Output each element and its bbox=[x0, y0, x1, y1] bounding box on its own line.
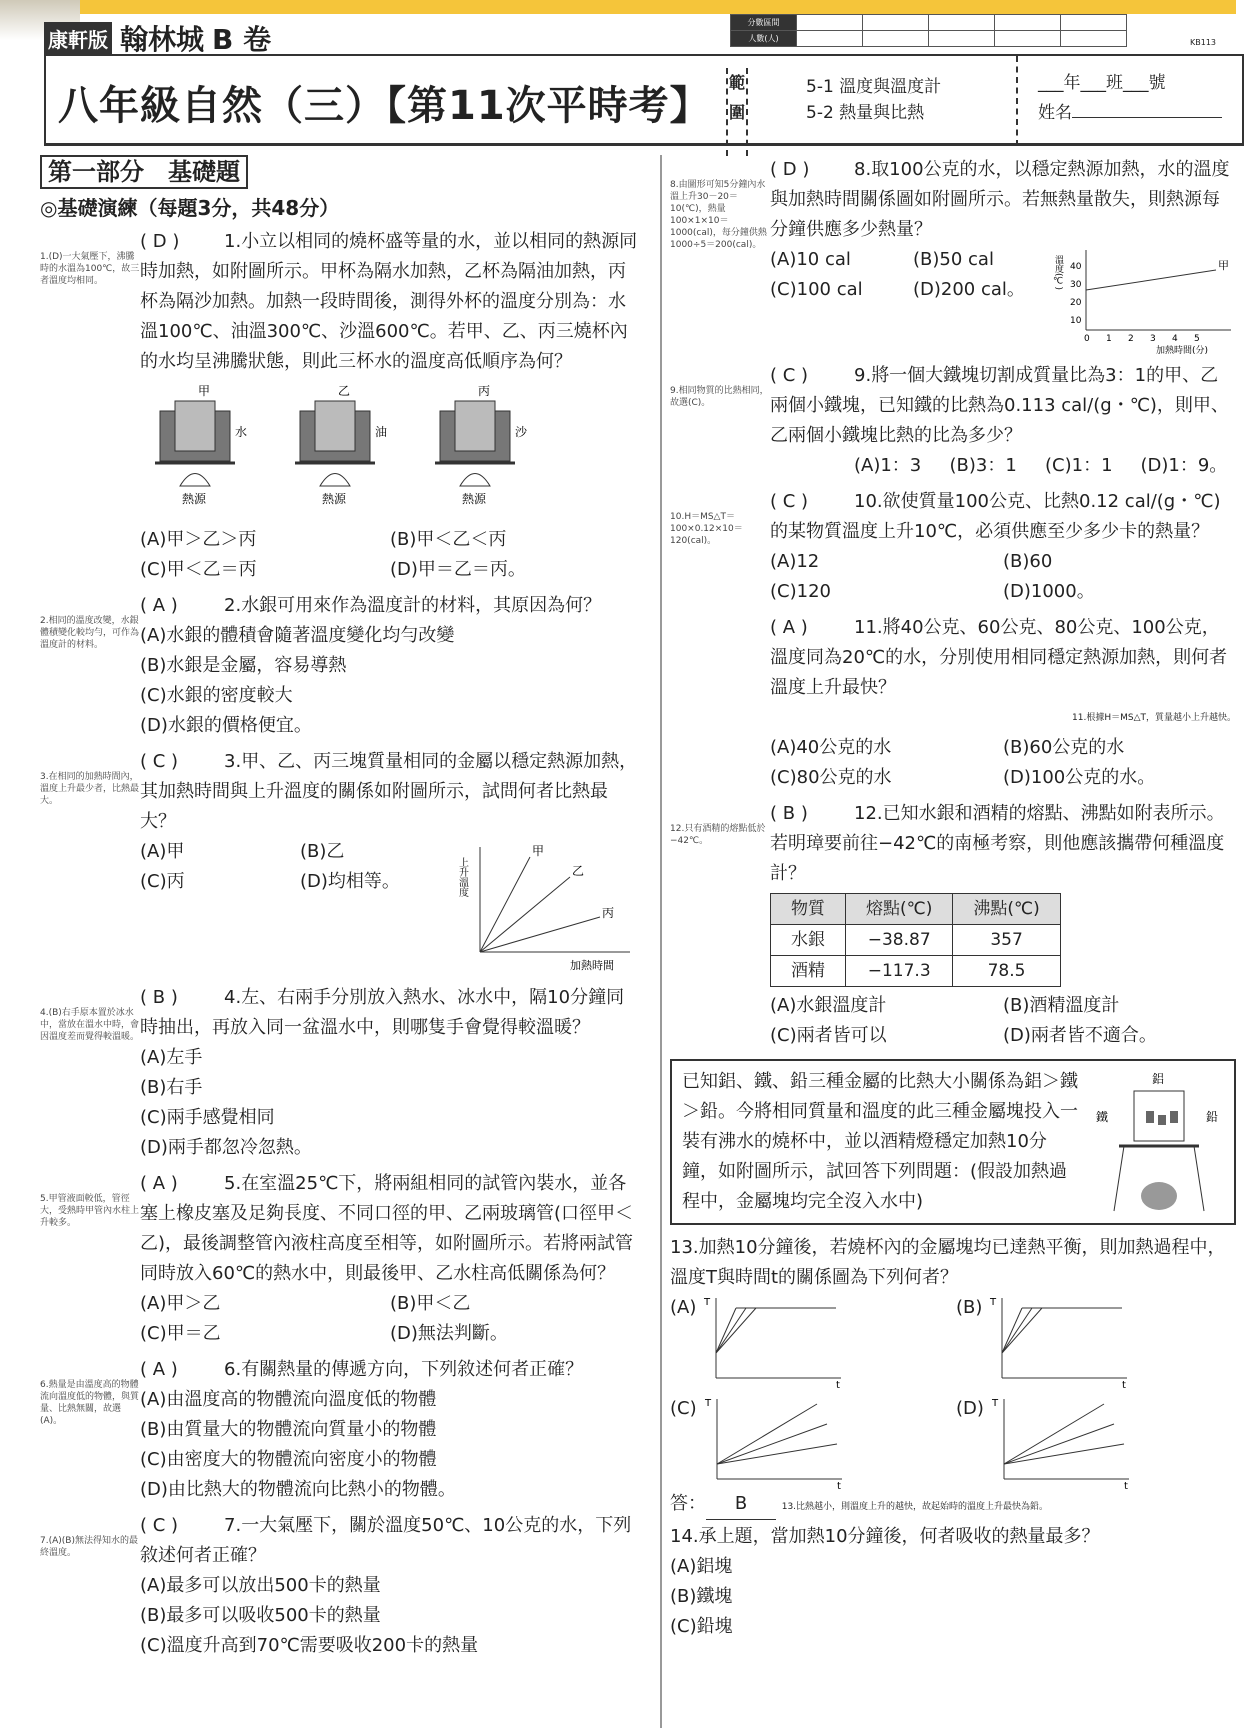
option[interactable]: (D)由比熱大的物體流向比熱小的物體。 bbox=[140, 1479, 456, 1500]
question-text: 在室溫25℃下，將兩組相同的試管內裝水，並各塞上橡皮塞及足夠長度、不同口徑的甲、乙兩玻璃管(口徑甲＜乙)，最後調整管內液柱高度至相等，如附圖所示。若將兩試管同時放入60℃的熱水中，則最後甲、乙水柱高低關係為何？ bbox=[140, 1173, 634, 1284]
title-box bbox=[44, 54, 1244, 146]
beaker-label: 甲 bbox=[198, 384, 211, 398]
option[interactable]: (B)最多可以吸收500卡的熱量 bbox=[140, 1605, 381, 1626]
answer-label: 答： bbox=[670, 1493, 706, 1514]
answer-mark[interactable]: ( A ) bbox=[140, 1359, 178, 1380]
option[interactable]: (A)最多可以放出500卡的熱量 bbox=[140, 1575, 381, 1596]
y-tick: 20 bbox=[1070, 298, 1082, 308]
question bbox=[670, 613, 1236, 793]
table-header: 熔點(℃) bbox=[846, 894, 953, 925]
table-header: 物質 bbox=[771, 894, 846, 925]
svg-text:t: t bbox=[836, 1481, 841, 1492]
exam-code: KB113 bbox=[1190, 38, 1217, 47]
option[interactable]: (B)甲＜乙 bbox=[390, 1293, 471, 1314]
temperature-graph bbox=[456, 837, 640, 977]
question-text: 已知水銀和酒精的熔點、沸點如附表所示。若明璋要前往−42℃的南極考察，則他應該攜帶何種溫度計？ bbox=[770, 803, 1225, 884]
answer-mark[interactable]: ( A ) bbox=[770, 617, 808, 638]
page-title: 八年級自然（三）【第11次平時考】 bbox=[58, 83, 711, 129]
medium-label: 水 bbox=[235, 425, 248, 439]
heat-source-label: 熱源 bbox=[322, 492, 347, 506]
graph-option[interactable] bbox=[670, 1293, 950, 1391]
question-text: 取100公克的水，以穩定熱源加熱，水的溫度與加熱時間關係圖如附圖所示。若無熱量散失，則熱源每分鐘供應多少熱量？ bbox=[770, 159, 1230, 240]
table-cell: 357 bbox=[953, 925, 1060, 956]
temperature-time-graph bbox=[984, 1394, 1134, 1492]
exam-range bbox=[806, 74, 941, 126]
question-number: 5. bbox=[224, 1173, 242, 1194]
option[interactable]: (B)50 cal bbox=[913, 249, 994, 270]
option-label: (C) bbox=[670, 1398, 697, 1419]
option[interactable]: (D)均相等。 bbox=[300, 871, 400, 892]
question bbox=[40, 1511, 640, 1661]
answer-mark[interactable]: ( C ) bbox=[140, 1515, 179, 1536]
label-fe: 鐵 bbox=[1096, 1110, 1109, 1124]
section-heading: ◎基礎演練（每題3分，共48分） bbox=[40, 196, 340, 220]
question-number: 11. bbox=[854, 617, 883, 638]
answer-note bbox=[670, 613, 770, 793]
question bbox=[40, 227, 640, 585]
series-label: 甲 bbox=[532, 844, 545, 858]
question-number: 12. bbox=[854, 803, 883, 824]
option[interactable]: (C)由密度大的物體流向密度小的物體 bbox=[140, 1449, 437, 1470]
beaker-diagram bbox=[1094, 1071, 1224, 1221]
answer-note: 12.只有酒精的熔點低於−42℃。 bbox=[670, 824, 766, 846]
series-name: 翰林城 bbox=[120, 23, 205, 56]
table-row bbox=[771, 925, 1061, 956]
option[interactable]: (D)無法判斷。 bbox=[390, 1323, 508, 1344]
question-text: 欲使質量100公克、比熱0.12 cal/(g・℃)的某物質溫度上升10℃，必須供應至少多少卡的熱量？ bbox=[770, 491, 1221, 542]
answer-mark[interactable]: ( D ) bbox=[140, 231, 180, 252]
q13-note: 13.比熱越小，則溫度上升的越快，故起始時的溫度上升最快為鉛。 bbox=[781, 1502, 1049, 1512]
top-banner bbox=[0, 0, 1236, 14]
question-text: 將40公克、60公克、80公克、100公克，溫度同為20℃的水，分別使用相同穩定熱源加熱，則何者溫度上升最快？ bbox=[770, 617, 1228, 698]
option[interactable]: (D)兩手都忽冷忽熱。 bbox=[140, 1137, 312, 1158]
score-table bbox=[730, 14, 1127, 47]
answer-mark[interactable]: ( C ) bbox=[770, 365, 809, 386]
temperature-time-graph bbox=[696, 1293, 846, 1391]
option[interactable]: (D)1：9。 bbox=[1140, 455, 1228, 476]
question-text: 左、右兩手分別放入熱水、冰水中，隔10分鐘同時抽出，再放入同一盆溫水中，則哪隻手會覺得較溫暖？ bbox=[140, 987, 625, 1038]
beaker-label: 丙 bbox=[478, 384, 491, 398]
option[interactable]: (A)水銀溫度計 bbox=[770, 995, 887, 1016]
option[interactable]: (A)1：3 bbox=[854, 455, 922, 476]
question bbox=[40, 983, 640, 1163]
answer-mark[interactable]: ( B ) bbox=[140, 987, 178, 1008]
question-13: 13.加熱10分鐘後，若燒杯內的金屬塊均已達熱平衡，則加熱過程中，溫度T與時間t的關係圖為下列何者？ bbox=[670, 1237, 1226, 1288]
answer-note: 5.甲管液面較低，管徑大，受熱時甲管內水柱上升較多。 bbox=[40, 1194, 140, 1228]
group-question-text: 已知鋁、鐵、鉛三種金屬的比熱大小關係為鋁＞鐵＞鉛。今將相同質量和溫度的此三種金屬塊投入一裝有沸水的燒杯中，並以酒精燈穩定加熱10分鐘，如附圖所示，試回答下列問題：(假設加熱過程中，金屬塊均完全沒入水中) bbox=[682, 1071, 1078, 1212]
q14-option[interactable]: (B)鐵塊 bbox=[670, 1586, 733, 1607]
question bbox=[40, 591, 640, 741]
range-item: 5-2 熱量與比熱 bbox=[806, 103, 925, 123]
y-axis-label: 溫度(℃) bbox=[1053, 255, 1063, 291]
option[interactable]: (A)40公克的水 bbox=[770, 737, 892, 758]
question bbox=[40, 747, 640, 977]
table-cell: 水銀 bbox=[771, 925, 846, 956]
answer-note: 1.(D)一大氣壓下，沸騰時的水溫為100℃，故三者溫度均相同。 bbox=[40, 252, 140, 286]
question bbox=[670, 155, 1236, 355]
class-field[interactable]: ___年___班___號 bbox=[1038, 73, 1166, 93]
option[interactable]: (B)右手 bbox=[140, 1077, 203, 1098]
answer-field[interactable]: B bbox=[706, 1489, 776, 1520]
question-number: 9. bbox=[854, 365, 872, 386]
question-text: 小立以相同的燒杯盛等量的水，並以相同的熱源同時加熱，如附圖所示。甲杯為隔水加熱，乙杯為隔油加熱，丙杯為隔沙加熱。加熱一段時間後，測得外杯的溫度分別為：水溫100℃、油溫300℃、沙溫600℃。若甲、乙、丙三燒杯內的水均呈沸騰狀態，則此三杯水的溫度高低順序為何？ bbox=[140, 231, 638, 372]
group-question-box bbox=[670, 1059, 1236, 1225]
heat-source-label: 熱源 bbox=[182, 492, 207, 506]
option[interactable]: (B)60 bbox=[1003, 551, 1053, 572]
y-axis-label: 上升溫度 bbox=[456, 857, 468, 897]
option[interactable]: (A)由溫度高的物體流向溫度低的物體 bbox=[140, 1389, 437, 1410]
x-axis-label: 加熱時間 bbox=[570, 959, 614, 972]
answer-mark[interactable]: ( D ) bbox=[770, 159, 810, 180]
q14-option[interactable]: (C)鉛塊 bbox=[670, 1616, 733, 1637]
answer-note: 3.在相同的加熱時間內，溫度上升最少者，比熱最大。 bbox=[40, 772, 140, 806]
option[interactable]: (C)溫度升高到70℃需要吸收200卡的熱量 bbox=[140, 1635, 479, 1656]
option[interactable]: (C)兩者皆可以 bbox=[770, 1025, 887, 1046]
heat-source-label: 熱源 bbox=[462, 492, 487, 506]
option-label: (D) bbox=[956, 1398, 984, 1419]
y-tick: 10 bbox=[1070, 316, 1082, 326]
table-cell: −38.87 bbox=[846, 925, 953, 956]
question-number: 6. bbox=[224, 1359, 242, 1380]
option[interactable]: (D)兩者皆不適合。 bbox=[1003, 1025, 1157, 1046]
question-text: 甲、乙、丙三塊質量相同的金屬以穩定熱源加熱，其加熱時間與上升溫度的關係如附圖所示，試問何者比熱最大？ bbox=[140, 751, 638, 832]
label-pb: 鉛 bbox=[1206, 1110, 1219, 1124]
x-tick: 2 bbox=[1128, 334, 1134, 344]
question bbox=[670, 361, 1236, 481]
answer-note: 2.相同的溫度改變，水銀體積變化較均勻，可作為溫度計的材料。 bbox=[40, 616, 140, 650]
x-tick: 5 bbox=[1194, 334, 1200, 344]
publisher-logo: 康軒版 bbox=[44, 22, 112, 55]
x-tick: 4 bbox=[1172, 334, 1178, 344]
question-text: 一大氣壓下，關於溫度50℃、10公克的水，下列敘述何者正確？ bbox=[140, 1515, 632, 1566]
option[interactable]: (A)甲＞乙＞丙 bbox=[140, 529, 257, 550]
question-number: 4. bbox=[224, 987, 242, 1008]
part-heading: 第一部分 基礎題 bbox=[40, 155, 248, 189]
beaker-label: 乙 bbox=[338, 384, 351, 398]
answer-note: 7.(A)(B)無法得知水的最終溫度。 bbox=[40, 1536, 138, 1558]
answer-mark[interactable]: ( A ) bbox=[140, 1173, 178, 1194]
svg-text:t: t bbox=[1122, 1380, 1127, 1391]
option[interactable]: (C)1：1 bbox=[1045, 455, 1113, 476]
answer-mark[interactable]: ( B ) bbox=[770, 803, 808, 824]
name-label: 姓名 bbox=[1038, 103, 1072, 123]
table-header: 沸點(℃) bbox=[953, 894, 1060, 925]
answer-note: 9.相同物質的比熱相同，故選(C)。 bbox=[670, 386, 769, 408]
option[interactable]: (C)120 bbox=[770, 581, 831, 602]
x-axis-label: 加熱時間(分) bbox=[1156, 346, 1209, 356]
volume: B 卷 bbox=[212, 23, 272, 56]
question-text: 水銀可用來作為溫度計的材料，其原因為何？ bbox=[241, 595, 602, 616]
option[interactable]: (B)水銀是金屬，容易導熱 bbox=[140, 655, 347, 676]
option[interactable]: (A)12 bbox=[770, 551, 820, 572]
q14-option[interactable]: (A)鋁塊 bbox=[670, 1556, 733, 1577]
option-label: (B) bbox=[956, 1297, 983, 1318]
option[interactable]: (B)由質量大的物體流向質量小的物體 bbox=[140, 1419, 437, 1440]
melting-point-table bbox=[770, 893, 1061, 987]
x-tick: 0 bbox=[1084, 334, 1090, 344]
question-number: 1. bbox=[224, 231, 242, 252]
option[interactable]: (C)甲＝乙 bbox=[140, 1323, 221, 1344]
graph-option[interactable] bbox=[956, 1394, 1236, 1492]
svg-text:T: T bbox=[704, 1398, 711, 1409]
question-number: 8. bbox=[854, 159, 872, 180]
option[interactable]: (B)3：1 bbox=[949, 455, 1017, 476]
count-label: 人數(人) bbox=[731, 31, 797, 47]
answer-note: 8.由圖形可知5分鐘內水溫上升30－20＝10(℃)，熱量100×1×10＝1000(cal)，每分鐘供熱1000÷5＝200(cal)。 bbox=[670, 180, 767, 250]
option[interactable]: (D)甲＝乙＝丙。 bbox=[390, 559, 526, 580]
option[interactable]: (B)酒精溫度計 bbox=[1003, 995, 1120, 1016]
answer-note: 4.(B)右手原本置於冰水中，當放在溫水中時，會因溫度差而覺得較溫暖。 bbox=[40, 1008, 140, 1042]
temperature-graph bbox=[1053, 245, 1236, 356]
y-tick: 30 bbox=[1070, 280, 1082, 290]
option[interactable]: (D)1000。 bbox=[1003, 581, 1095, 602]
question-number: 2. bbox=[224, 595, 242, 616]
svg-text:t: t bbox=[1123, 1481, 1128, 1492]
answer-tip: 11.根據H＝MS△T，質量越小上升越快。 bbox=[1072, 713, 1236, 723]
series-label: 丙 bbox=[602, 906, 615, 920]
answer-mark[interactable]: ( C ) bbox=[140, 751, 179, 772]
option[interactable]: (C)100 cal bbox=[770, 279, 863, 300]
brand-header bbox=[44, 18, 271, 58]
option[interactable]: (B)乙 bbox=[300, 841, 345, 862]
option[interactable]: (A)甲 bbox=[140, 841, 185, 862]
option[interactable]: (D)200 cal。 bbox=[913, 279, 1025, 300]
temperature-time-graph bbox=[697, 1394, 847, 1492]
y-tick: 40 bbox=[1070, 262, 1082, 272]
option[interactable]: (B)甲＜乙＜丙 bbox=[390, 529, 507, 550]
answer-note: 10.H＝MS△T＝100×0.12×10＝120(cal)。 bbox=[670, 512, 743, 546]
option[interactable]: (D)水銀的價格便宜。 bbox=[140, 715, 312, 736]
option[interactable]: (C)甲＜乙＝丙 bbox=[140, 559, 257, 580]
graph-option[interactable] bbox=[670, 1394, 950, 1492]
option[interactable]: (C)80公克的水 bbox=[770, 767, 892, 788]
series-label: 甲 bbox=[1218, 259, 1229, 272]
table-cell: 酒精 bbox=[771, 956, 846, 987]
table-cell: −117.3 bbox=[846, 956, 953, 987]
option[interactable]: (C)兩手感覺相同 bbox=[140, 1107, 275, 1128]
table-cell: 78.5 bbox=[953, 956, 1060, 987]
left-column bbox=[40, 155, 640, 1667]
option[interactable]: (A)10 cal bbox=[770, 249, 851, 270]
question-14: 14.承上題，當加熱10分鐘後，何者吸收的熱量最多？ bbox=[670, 1526, 1100, 1547]
medium-label: 沙 bbox=[515, 425, 528, 439]
question-number: 10. bbox=[854, 491, 883, 512]
answer-mark[interactable]: ( A ) bbox=[140, 595, 178, 616]
question bbox=[670, 487, 1236, 607]
question-text: 有關熱量的傳遞方向，下列敘述何者正確？ bbox=[241, 1359, 584, 1380]
range-item: 5-1 溫度與溫度計 bbox=[806, 77, 942, 97]
question bbox=[40, 1169, 640, 1349]
x-tick: 1 bbox=[1106, 334, 1112, 344]
graph-option[interactable] bbox=[956, 1293, 1236, 1391]
svg-text:T: T bbox=[704, 1297, 711, 1308]
option[interactable]: (A)甲＞乙 bbox=[140, 1293, 221, 1314]
svg-text:T: T bbox=[991, 1398, 999, 1409]
option[interactable]: (D)100公克的水。 bbox=[1003, 767, 1156, 788]
question-text: 將一個大鐵塊切割成質量比為3：1的甲、乙兩個小鐵塊，已知鐵的比熱為0.113 cal/(g・℃)，則甲、乙兩個小鐵塊比熱的比為多少？ bbox=[770, 365, 1229, 446]
option[interactable]: (C)丙 bbox=[140, 871, 185, 892]
q13-options bbox=[670, 1293, 1236, 1492]
right-column bbox=[660, 155, 1236, 1728]
option[interactable]: (A)水銀的體積會隨著溫度變化均勻改變 bbox=[140, 625, 455, 646]
medium-label: 油 bbox=[375, 425, 388, 439]
answer-mark[interactable]: ( C ) bbox=[770, 491, 809, 512]
x-tick: 3 bbox=[1150, 334, 1156, 344]
label-al: 鋁 bbox=[1152, 1072, 1165, 1086]
temperature-time-graph bbox=[982, 1293, 1132, 1391]
table-row bbox=[771, 956, 1061, 987]
svg-text:t: t bbox=[836, 1380, 841, 1391]
option[interactable]: (B)60公克的水 bbox=[1003, 737, 1125, 758]
range-label: 範圍 bbox=[726, 68, 748, 156]
question bbox=[40, 1355, 640, 1505]
svg-text:T: T bbox=[990, 1297, 997, 1308]
series-label: 乙 bbox=[572, 864, 585, 878]
option[interactable]: (A)左手 bbox=[140, 1047, 203, 1068]
answer-note: 6.熱量是由溫度高的物體流向溫度低的物體，與質量、比熱無關，故選(A)。 bbox=[40, 1380, 140, 1426]
question-number: 3. bbox=[224, 751, 242, 772]
student-info bbox=[1016, 56, 1222, 146]
score-range-label: 分數區間 bbox=[731, 15, 797, 31]
beaker-figure bbox=[140, 381, 560, 511]
option[interactable]: (C)水銀的密度較大 bbox=[140, 685, 293, 706]
question-number: 7. bbox=[224, 1515, 242, 1536]
question bbox=[670, 799, 1236, 1051]
option-label: (A) bbox=[670, 1297, 697, 1318]
